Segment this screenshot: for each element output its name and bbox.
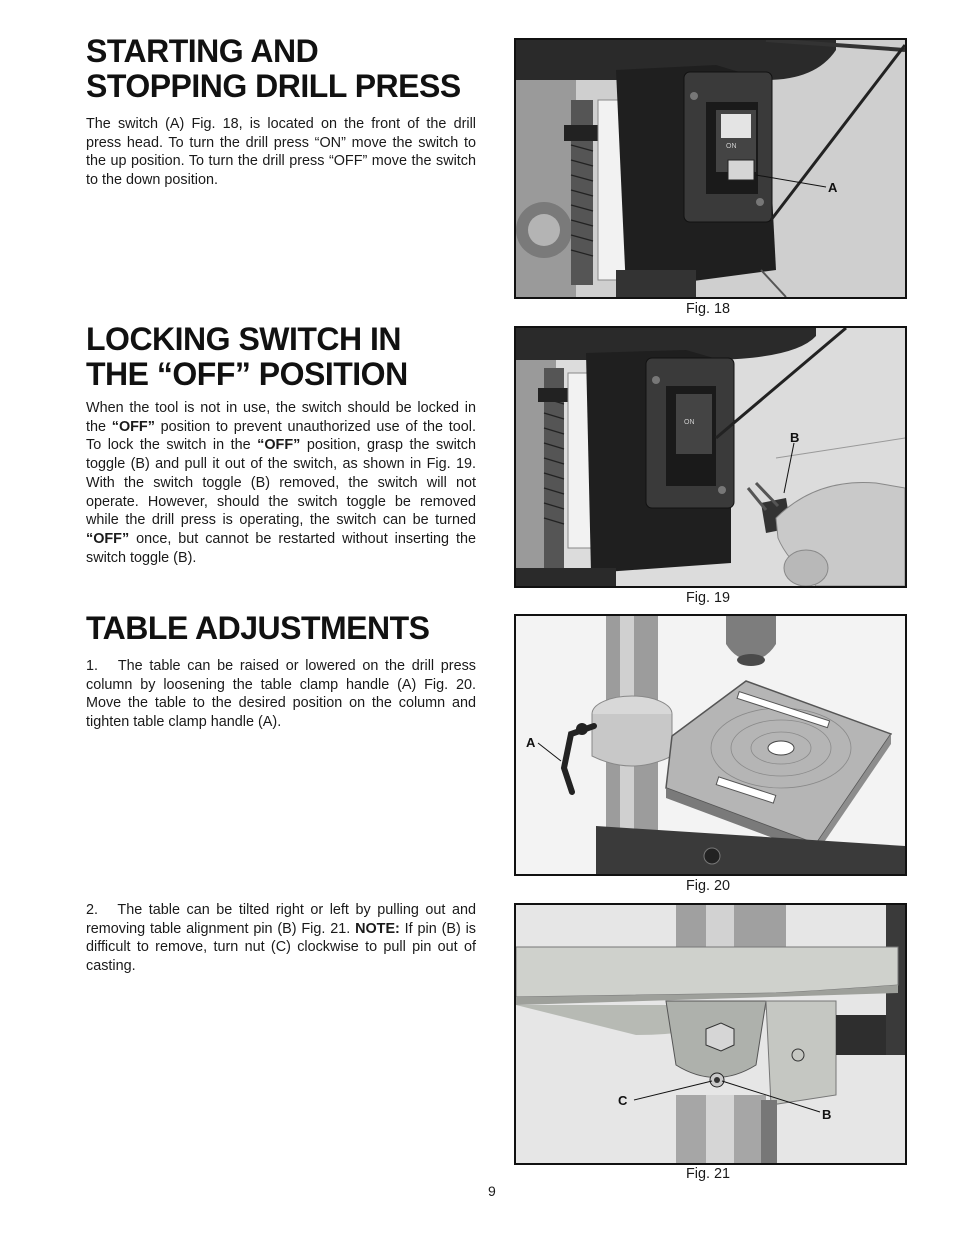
drill-press-switch-illustration: [516, 40, 905, 297]
callout-c: C: [618, 1093, 628, 1108]
callout-a: A: [526, 735, 536, 750]
figure-19-photo: [514, 326, 907, 588]
figure-18-caption: Fig. 18: [686, 301, 730, 317]
text-run: position to prevent unauthorized use of the tool. To lock the switch in the: [86, 418, 476, 454]
heading-line: STARTING AND: [86, 33, 319, 69]
figure-20-photo: [514, 614, 907, 876]
callout-b: B: [790, 430, 800, 445]
note-label: NOTE:: [355, 920, 400, 937]
table-tilt-pin-illustration: [516, 905, 905, 1163]
switch-marking: ON: [726, 143, 737, 150]
table-step-2: [86, 901, 476, 976]
text-run: If pin (B) is difficult to remove, turn nut (C) clockwise to pull pin out of casting.: [86, 920, 476, 975]
figure-21-caption: Fig. 21: [686, 1166, 730, 1182]
figure-20-caption: Fig. 20: [686, 878, 730, 894]
off-emphasis: “OFF”: [257, 437, 301, 454]
starting-stopping-heading: [86, 34, 461, 104]
text-run: position, grasp the switch toggle (B) and pull it out of the switch, as shown in Fig. 19. With the switch toggle (B) removed, the switch will not operate. However, should the switch toggle be removed while the drill press is operating, the switch can be turned: [86, 437, 476, 529]
table-height-adjustment-illustration: [516, 616, 905, 874]
text-run: When the tool is not in use, the switch should be locked in the: [86, 400, 476, 435]
figure-18-photo: [514, 38, 907, 299]
switch-marking: ON: [684, 419, 695, 426]
table-adjustments-heading: TABLE ADJUSTMENTS: [86, 610, 430, 646]
starting-stopping-text: The switch (A) Fig. 18, is located on the front of the drill press head. To turn the drill press “ON” move the switch to the up position. To turn the drill press “OFF” move the switch to the down position.: [86, 116, 476, 189]
off-emphasis: “OFF”: [86, 530, 130, 547]
text-run: once, but cannot be restarted without inserting the switch toggle (B).: [86, 530, 476, 566]
text-run: 2. The table can be tilted right or left by pulling out and removing table alignment pin (B) Fig. 21.: [86, 902, 476, 937]
switch-toggle-removal-illustration: [516, 328, 905, 586]
locking-switch-text: [86, 399, 476, 567]
figure-21-photo: [514, 903, 907, 1165]
figure-19-caption: Fig. 19: [686, 590, 730, 606]
table-step-1: 1. The table can be raised or lowered on the drill press column by loosening the table clamp handle (A) Fig. 20. Move the table to the desired position on the column and tighten table clamp handle (A).: [86, 658, 476, 731]
off-emphasis: “OFF”: [111, 418, 155, 435]
locking-switch-heading: [86, 322, 408, 392]
page-number: 9: [488, 1183, 496, 1199]
callout-b: B: [822, 1107, 832, 1122]
callout-a: A: [828, 180, 838, 195]
heading-line: STOPPING DRILL PRESS: [86, 68, 461, 104]
heading-line: LOCKING SWITCH IN: [86, 321, 402, 357]
heading-line: THE “OFF” POSITION: [86, 356, 408, 392]
